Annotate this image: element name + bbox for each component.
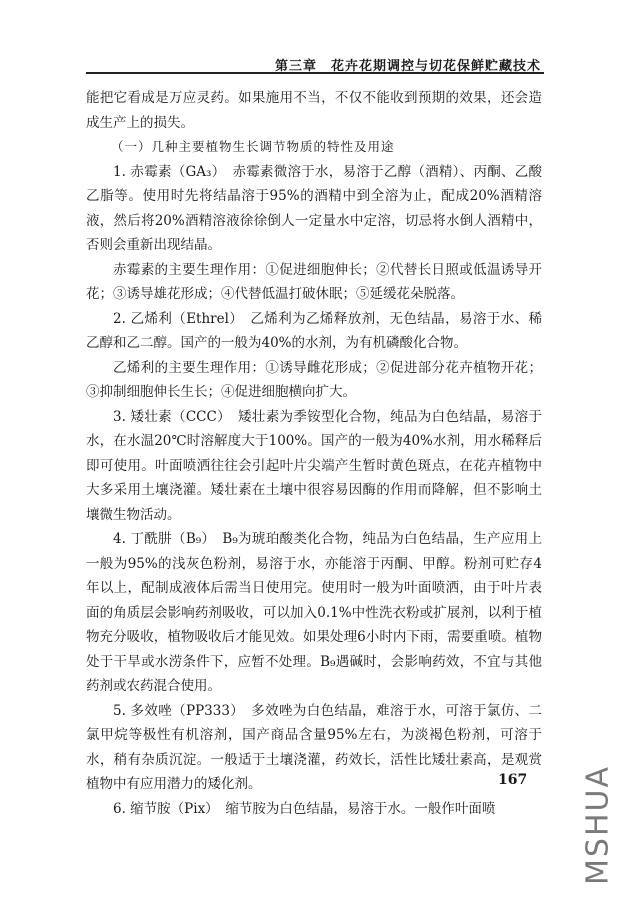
paragraph-gibberellin: 1. 赤霉素（GA₃） 赤霉素微溶于水，易溶于乙醇（酒精）、丙酮、乙酸乙脂等。使用时先将结晶溶于95%的酒精中到全溶为止，配成20%酒精溶液，然后将20%酒精溶液徐徐倒人一定量水中定溶，切忌将水倒人酒精中，否则会重新出现结晶。	[86, 163, 542, 253]
paragraph-continuation: 能把它看成是万应灵药。如果施用不当，不仅不能收到预期的效果，还会造成生产上的损失。	[86, 90, 542, 131]
watermark-text: MSHUA	[580, 765, 616, 885]
paragraph-ethrel: 2. 乙烯利（Ethrel） 乙烯利为乙烯释放剂，无色结晶，易溶于水、稀乙醇和乙二醇。国产的一般为40%的水剂，为有机磷酸化合物。	[86, 310, 542, 351]
page-number: 167	[498, 772, 528, 788]
paragraph-pp333: 5. 多效唑（PP333） 多效唑为白色结晶，难溶于水，可溶于氯仿、二氯甲烷等极性有机溶剂，国产商品含量95%左右，为淡褐色粉剂，可溶于水，稍有杂质沉淀。一般适于土壤浇灌，药效长，活性比矮壮素高，是观赏植物中有应用潜力的矮化剂。	[86, 702, 542, 792]
paragraph-ccc: 3. 矮壮素（CCC） 矮壮素为季铵型化合物，纯品为白色结晶，易溶于水，在水温20℃时溶解度大于100%。国产的一般为40%水剂，用水稀释后即可使用。叶面喷洒往往会引起叶片尖端产生暂时黄色斑点，在花卉植物中大多采用土壤浇灌。矮壮素在土壤中很容易因酶的作用而降解，但不影响土壤微生物活动。	[86, 408, 542, 523]
paragraph-pix: 6. 缩节胺（Pix） 缩节胺为白色结晶，易溶于水。一般作叶面喷	[113, 800, 496, 817]
section-heading: （一）几种主要植物生长调节物质的特性及用途	[111, 139, 395, 154]
paragraph-gibberellin-effects: 赤霉素的主要生理作用：①促进细胞伸长；②代替长日照或低温诱导开花；③诱导雄花形成；④代替低温打破休眠；⑤延缓花朵脱落。	[86, 261, 542, 302]
watermark	[578, 760, 618, 890]
paragraph-b9: 4. 丁酰肼（B₉） B₉为琥珀酸类化合物，纯品为白色结晶，生产应用上一般为95%的浅灰色粉剂，易溶于水，亦能溶于丙酮、甲醇。粉剂可贮存4年以上，配制成液体后需当日使用完。使用时一般为叶面喷洒，由于叶片表面的角质层会影响药剂吸收，可以加入0.1%中性洗衣粉或扩展剂，以利于植物充分吸收，植物吸收后才能见效。如果处理6小时内下雨，需要重喷。植物处于干旱或水涝条件下，应暂不处理。B₉遇碱时，会影响药效，不宜与其他药剂或农药混合使用。	[86, 531, 542, 694]
body-text	[86, 86, 542, 821]
header-rule	[86, 72, 544, 74]
paragraph-ethrel-effects: 乙烯利的主要生理作用：①诱导雌花形成；②促进部分花卉植物开花；③抑制细胞伸长生长；④促进细胞横向扩大。	[86, 359, 542, 400]
running-head: 第三章 花卉花期调控与切花保鲜贮藏技术	[274, 59, 541, 74]
